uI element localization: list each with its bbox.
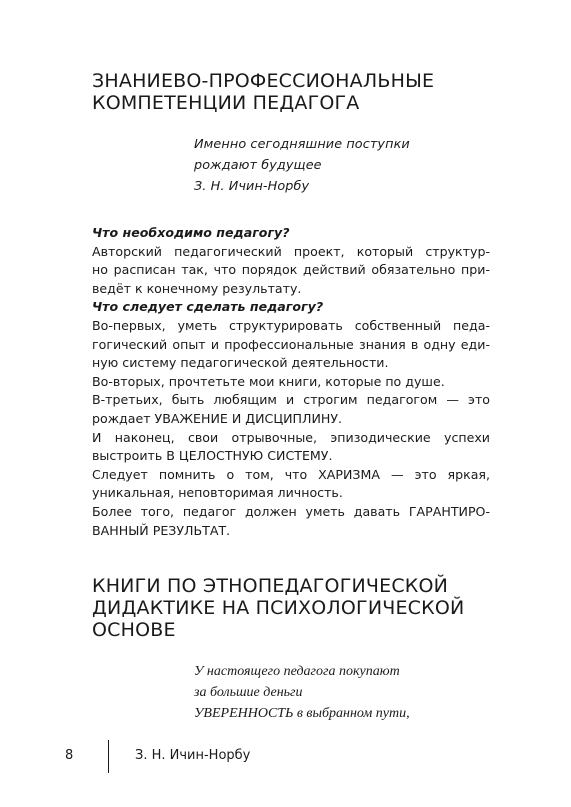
epigraph-line: УВЕРЕННОСТЬ в выбранном пути, — [194, 706, 410, 721]
body-line: В-третьих, быть любящим и строгим педагогом — это — [92, 392, 490, 408]
heading-line: ОСНОВЕ — [92, 619, 176, 641]
body-text — [92, 224, 490, 540]
epigraph-line: У настоящего педагога покупают — [194, 664, 400, 679]
running-footer-author: З. Н. Ичин-Норбу — [135, 748, 251, 763]
heading-line: ДИДАКТИКЕ НА ПСИХОЛОГИЧЕСКОЙ — [92, 597, 465, 619]
body-line: выстроить В ЦЕЛОСТНУЮ СИСТЕМУ. — [92, 448, 333, 464]
body-line: Во-первых, уметь структурировать собственный педа- — [92, 317, 490, 333]
body-line: Авторский педагогический проект, который структур- — [92, 243, 490, 259]
body-line: ВАННЫЙ РЕЗУЛЬТАТ. — [92, 522, 231, 538]
heading-line: КОМПЕТЕНЦИИ ПЕДАГОГА — [92, 92, 360, 114]
heading-line: ЗНАНИЕВО-ПРОФЕССИОНАЛЬНЫЕ — [92, 70, 435, 92]
epigraph-quote — [194, 661, 410, 724]
epigraph-attribution: З. Н. Ичин-Норбу — [194, 179, 310, 194]
epigraph-quote — [194, 134, 410, 197]
section-heading-competencies — [92, 70, 434, 114]
body-line: уникальная, неповторимая личность. — [92, 485, 343, 501]
body-line: Более того, педагог должен уметь давать ГАРАНТИРО- — [92, 503, 490, 519]
body-line: И наконец, свои отрывочные, эпизодические успехи — [92, 429, 490, 445]
epigraph-line: рождают будущее — [194, 158, 322, 173]
body-line: ную систему педагогической деятельности. — [92, 355, 389, 371]
body-line: но расписан так, что порядок действий обязательно при- — [92, 262, 490, 278]
section-heading-books — [92, 575, 464, 641]
body-line: Следует помнить о том, что ХАРИЗМА — это яркая, — [92, 466, 490, 482]
epigraph-line: Именно сегодняшние поступки — [194, 137, 410, 152]
body-line: рождает УВАЖЕНИЕ И ДИСЦИПЛИНУ. — [92, 410, 343, 426]
page-number: 8 — [65, 748, 74, 763]
question-line: Что необходимо педагогу? — [92, 225, 290, 240]
body-line: Во-вторых, прочтетьте мои книги, которые по душе. — [92, 373, 445, 389]
footer-divider — [108, 740, 109, 773]
question-line: Что следует сделать педагогу? — [92, 299, 324, 315]
epigraph-line: за большие деньги — [194, 685, 303, 700]
heading-line: КНИГИ ПО ЭТНОПЕДАГОГИЧЕСКОЙ — [92, 575, 449, 597]
body-line: ведёт к конечному результату. — [92, 280, 302, 296]
body-line: гогический опыт и профессиональные знания в одну еди- — [92, 336, 490, 352]
